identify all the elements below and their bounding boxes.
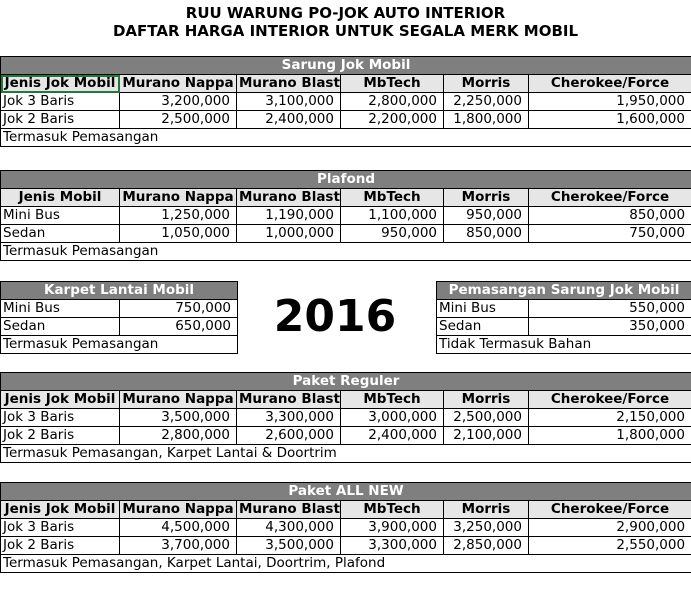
price-cell[interactable]: 2,900,000 (529, 519, 691, 537)
header-cell[interactable]: MbTech (341, 189, 444, 207)
price-cell[interactable]: 3,100,000 (237, 93, 341, 111)
price-cell[interactable]: 3,250,000 (444, 519, 529, 537)
header-cell[interactable]: Murano Nappa (120, 189, 237, 207)
table-row (1, 537, 691, 555)
row-label[interactable]: Jok 2 Baris (1, 427, 120, 445)
pemasangan-table (436, 281, 691, 354)
table-row (1, 318, 238, 336)
section-band: Paket Reguler (1, 373, 691, 391)
row-label[interactable]: Jok 3 Baris (1, 409, 120, 427)
price-cell[interactable]: 2,150,000 (529, 409, 691, 427)
header-cell[interactable]: Jenis Jok Mobil (1, 391, 120, 409)
table-row (437, 300, 691, 318)
header-cell[interactable]: Cherokee/Force (529, 189, 691, 207)
note-cell[interactable]: Termasuk Pemasangan, Karpet Lantai, Doortrim, Plafond (1, 555, 691, 573)
table-row (1, 519, 691, 537)
price-cell[interactable]: 1,000,000 (237, 225, 341, 243)
sarung-table (0, 56, 691, 147)
section-band: Pemasangan Sarung Jok Mobil (437, 282, 691, 300)
row-label[interactable]: Sedan (1, 225, 120, 243)
section-band: Karpet Lantai Mobil (1, 282, 238, 300)
header-cell[interactable]: Jenis Jok Mobil (1, 75, 120, 93)
table-row (1, 225, 691, 243)
price-cell[interactable]: 4,500,000 (120, 519, 237, 537)
header-cell[interactable]: Cherokee/Force (529, 501, 691, 519)
year-label: 2016 (273, 291, 397, 342)
header-cell[interactable]: Cherokee/Force (529, 391, 691, 409)
price-cell[interactable]: 3,000,000 (341, 409, 444, 427)
price-cell[interactable]: 2,800,000 (120, 427, 237, 445)
header-cell[interactable]: Murano Blast (237, 189, 341, 207)
price-cell[interactable]: 950,000 (444, 207, 529, 225)
price-cell[interactable]: 1,190,000 (237, 207, 341, 225)
row-label[interactable]: Mini Bus (437, 300, 529, 318)
row-label[interactable]: Mini Bus (1, 300, 120, 318)
table-row (1, 409, 691, 427)
price-cell[interactable]: 3,900,000 (341, 519, 444, 537)
header-cell[interactable]: Murano Blast (237, 391, 341, 409)
price-cell[interactable]: 750,000 (120, 300, 238, 318)
header-cell[interactable]: MbTech (341, 501, 444, 519)
header-cell[interactable]: Morris (444, 189, 529, 207)
price-cell[interactable]: 950,000 (341, 225, 444, 243)
price-cell[interactable]: 650,000 (120, 318, 238, 336)
price-cell[interactable]: 2,200,000 (341, 111, 444, 129)
section-band: Plafond (1, 171, 691, 189)
section-band: Sarung Jok Mobil (1, 57, 691, 75)
plafond-table (0, 170, 691, 261)
price-cell[interactable]: 3,300,000 (237, 409, 341, 427)
header-cell[interactable]: Jenis Jok Mobil (1, 501, 120, 519)
header-cell[interactable]: MbTech (341, 75, 444, 93)
header-cell[interactable]: Murano Blast (237, 501, 341, 519)
header-cell[interactable]: Morris (444, 391, 529, 409)
price-cell[interactable]: 850,000 (444, 225, 529, 243)
price-cell[interactable]: 2,600,000 (237, 427, 341, 445)
table-row (1, 111, 691, 129)
note-cell[interactable]: Tidak Termasuk Bahan (437, 336, 691, 354)
price-cell[interactable]: 1,600,000 (529, 111, 691, 129)
page-title: RUU WARUNG PO-JOK AUTO INTERIOR (185, 4, 506, 22)
price-cell[interactable]: 2,800,000 (341, 93, 444, 111)
price-cell[interactable]: 750,000 (529, 225, 691, 243)
section-band: Paket ALL NEW (1, 483, 691, 501)
header-cell[interactable]: Murano Blast (237, 75, 341, 93)
price-cell[interactable]: 1,950,000 (529, 93, 691, 111)
price-cell[interactable]: 2,400,000 (341, 427, 444, 445)
price-cell[interactable]: 3,700,000 (120, 537, 237, 555)
price-cell[interactable]: 1,100,000 (341, 207, 444, 225)
note-cell[interactable]: Termasuk Pemasangan (1, 336, 238, 354)
price-cell[interactable]: 1,800,000 (529, 427, 691, 445)
price-cell[interactable]: 2,100,000 (444, 427, 529, 445)
page-subtitle: DAFTAR HARGA INTERIOR UNTUK SEGALA MERK MOBIL (112, 22, 579, 40)
price-cell[interactable]: 3,300,000 (341, 537, 444, 555)
header-cell[interactable]: Murano Nappa (120, 501, 237, 519)
karpet-table (0, 281, 238, 354)
row-label[interactable]: Jok 3 Baris (1, 93, 120, 111)
note-cell[interactable]: Termasuk Pemasangan (1, 129, 691, 147)
price-cell[interactable]: 850,000 (529, 207, 691, 225)
price-cell[interactable]: 1,800,000 (444, 111, 529, 129)
price-cell[interactable]: 2,850,000 (444, 537, 529, 555)
table-row (1, 300, 238, 318)
header-cell[interactable]: Murano Nappa (120, 391, 237, 409)
note-cell[interactable]: Termasuk Pemasangan (1, 243, 691, 261)
table-row (1, 207, 691, 225)
price-cell[interactable]: 2,550,000 (529, 537, 691, 555)
header-cell[interactable]: Morris (444, 501, 529, 519)
price-cell[interactable]: 3,500,000 (120, 409, 237, 427)
price-cell[interactable]: 3,500,000 (237, 537, 341, 555)
table-row (1, 93, 691, 111)
header-cell[interactable]: Cherokee/Force (529, 75, 691, 93)
price-cell[interactable]: 2,500,000 (120, 111, 237, 129)
price-cell[interactable]: 550,000 (529, 300, 691, 318)
row-label[interactable]: Jok 2 Baris (1, 111, 120, 129)
reguler-table (0, 372, 691, 463)
header-cell[interactable]: Jenis Mobil (1, 189, 120, 207)
table-row (1, 427, 691, 445)
row-label[interactable]: Jok 3 Baris (1, 519, 120, 537)
price-cell[interactable]: 1,250,000 (120, 207, 237, 225)
price-cell[interactable]: 3,200,000 (120, 93, 237, 111)
price-cell[interactable]: 350,000 (529, 318, 691, 336)
note-cell[interactable]: Termasuk Pemasangan, Karpet Lantai & Doortrim (1, 445, 691, 463)
allnew-table (0, 482, 691, 573)
header-cell[interactable]: MbTech (341, 391, 444, 409)
price-cell[interactable]: 4,300,000 (237, 519, 341, 537)
header-cell[interactable]: Murano Nappa (120, 75, 237, 93)
price-cell[interactable]: 2,500,000 (444, 409, 529, 427)
row-label[interactable]: Sedan (1, 318, 120, 336)
header-cell[interactable]: Morris (444, 75, 529, 93)
row-label[interactable]: Sedan (437, 318, 529, 336)
row-label[interactable]: Mini Bus (1, 207, 120, 225)
price-cell[interactable]: 1,050,000 (120, 225, 237, 243)
price-cell[interactable]: 2,250,000 (444, 93, 529, 111)
row-label[interactable]: Jok 2 Baris (1, 537, 120, 555)
table-row (437, 318, 691, 336)
price-cell[interactable]: 2,400,000 (237, 111, 341, 129)
